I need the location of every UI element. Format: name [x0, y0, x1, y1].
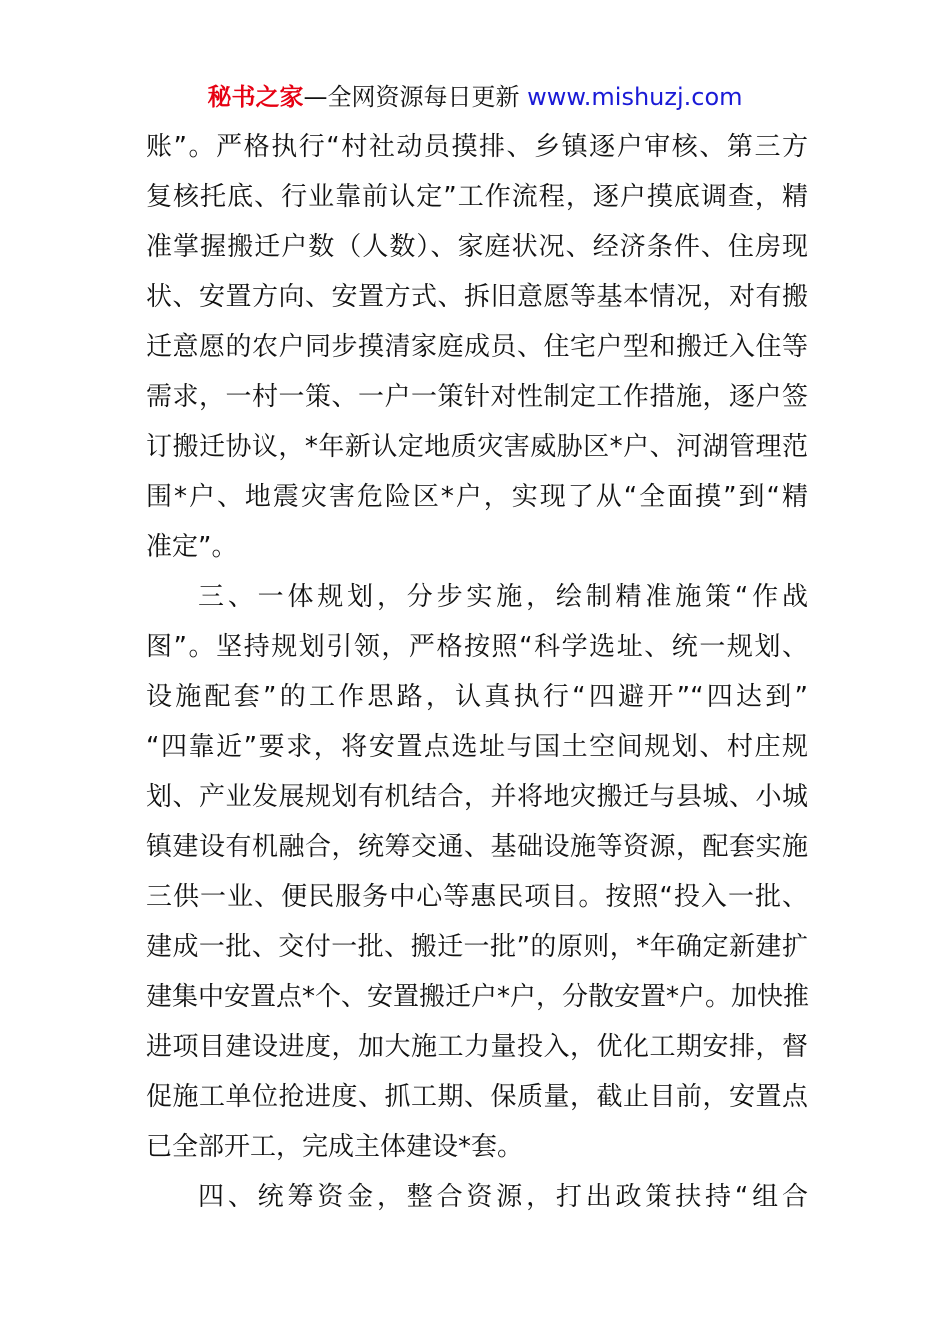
text-line: 建成一批、交付一批、搬迁一批”的原则，*年确定新建扩 — [146, 932, 808, 962]
site-tagline: —全网资源每日更新 — [303, 83, 528, 111]
text-line: 准掌握搬迁户数（人数）、家庭状况、经济条件、住房现 — [146, 232, 808, 262]
text-line: 进项目建设进度，加大施工力量投入，优化工期安排，督 — [146, 1032, 808, 1062]
text-line: 图”。坚持规划引领，严格按照“科学选址、统一规划、 — [146, 632, 808, 662]
section-heading-line: 三、一体规划，分步实施，绘制精准施策“作战 — [198, 582, 808, 612]
text-line: 订搬迁协议，*年新认定地质灾害威胁区*户、河湖管理范 — [146, 432, 808, 462]
text-line: 账”。严格执行“村社动员摸排、乡镇逐户审核、第三方 — [146, 132, 808, 162]
text-line: 设施配套”的工作思路，认真执行“四避开”“四达到” — [146, 682, 808, 712]
text-line: 迁意愿的农户同步摸清家庭成员、住宅户型和搬迁入住等 — [146, 332, 808, 362]
text-line: 状、安置方向、安置方式、拆旧意愿等基本情况，对有搬 — [146, 282, 808, 312]
text-line: 促施工单位抢进度、抓工期、保质量，截止目前，安置点 — [146, 1082, 808, 1112]
text-line: 三供一业、便民服务中心等惠民项目。按照“投入一批、 — [146, 882, 808, 912]
text-line: 镇建设有机融合，统筹交通、基础设施等资源，配套实施 — [146, 832, 808, 862]
site-brand: 秘书之家 — [207, 83, 304, 111]
text-line: 需求，一村一策、一户一策针对性制定工作措施，逐户签 — [146, 382, 808, 412]
text-line: 划、产业发展规划有机结合，并将地灾搬迁与县城、小城 — [146, 782, 808, 812]
text-line: “四靠近”要求，将安置点选址与国土空间规划、村庄规 — [146, 732, 808, 762]
section-heading-line: 四、统筹资金，整合资源，打出政策扶持“组合 — [198, 1182, 808, 1212]
text-line: 已全部开工，完成主体建设*套。 — [146, 1132, 524, 1162]
text-line: 准定”。 — [146, 532, 238, 562]
site-header — [0, 80, 950, 114]
text-line: 围*户、地震灾害危险区*户，实现了从“全面摸”到“精 — [146, 482, 808, 512]
text-line: 复核托底、行业靠前认定”工作流程，逐户摸底调查，精 — [146, 182, 808, 212]
site-url[interactable]: www.mishuzj.com — [527, 83, 743, 111]
text-line: 建集中安置点*个、安置搬迁户*户，分散安置*户。加快推 — [146, 982, 810, 1012]
document-body — [146, 122, 808, 1222]
